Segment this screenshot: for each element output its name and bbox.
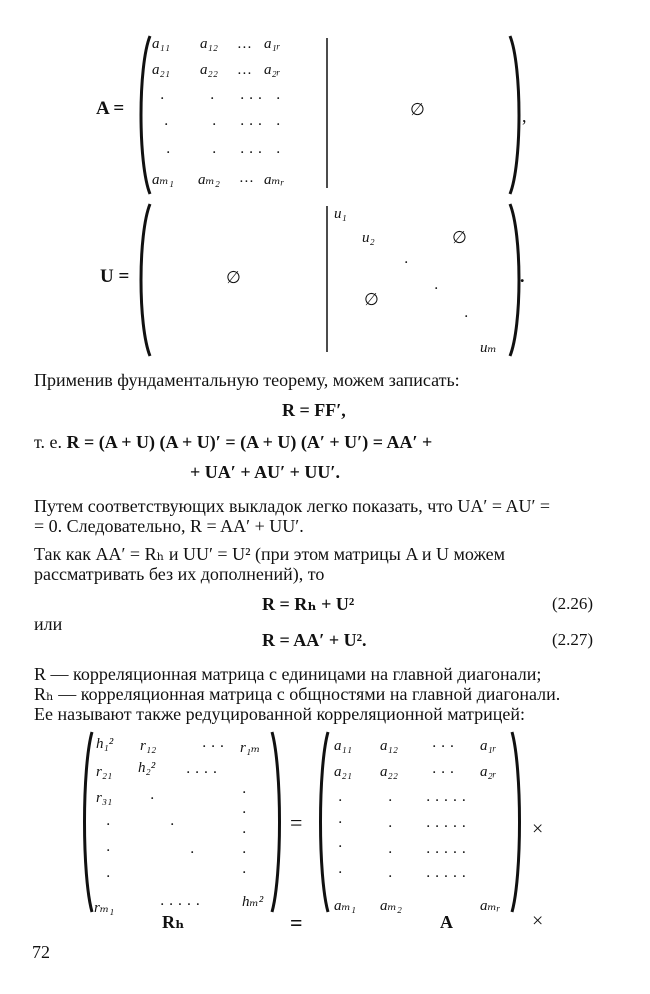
matrix-a-dot: · bbox=[166, 145, 171, 161]
matrix-rh-hm: hₘ² bbox=[242, 894, 264, 910]
matrix-a2-am2: aₘ₂ bbox=[380, 898, 402, 914]
matrix-rh-h1: h₁² bbox=[96, 736, 114, 752]
text-line-6: Так как AA′ = Rₕ и UU′ = U² (при этом матрицы A и U можем bbox=[34, 544, 506, 564]
text-line-2-equation: R = (A + U) (A + U)′ = (A + U) (A′ + U′) = AA′ + bbox=[66, 432, 433, 452]
matrix-u-u1: u₁ bbox=[334, 206, 347, 222]
matrix-rh-name: Rₕ bbox=[162, 912, 185, 932]
matrix-u-empty-block-left: ∅ bbox=[226, 268, 241, 288]
equation-2-27-number: (2.27) bbox=[552, 630, 594, 649]
matrix-rh-r21: r₂₁ bbox=[96, 764, 113, 780]
matrix-a-ellipsis-1: … bbox=[238, 36, 252, 52]
matrix-u-u2: u₂ bbox=[362, 230, 375, 246]
matrix-a2-dot: · bbox=[388, 819, 393, 835]
matrix-a-dot: · bbox=[276, 145, 281, 161]
text-line-7: рассматривать без их дополнений), то bbox=[34, 564, 325, 584]
matrix-rh-h2: h₂² bbox=[138, 760, 156, 776]
times-sign-1: × bbox=[532, 818, 544, 840]
matrix-u-divider bbox=[326, 206, 330, 352]
matrix-a-label: A = bbox=[96, 98, 125, 119]
matrix-a-dot: · bbox=[212, 117, 217, 133]
matrix-a-dot: · · · bbox=[240, 91, 263, 107]
matrix-a2-dot: · bbox=[338, 865, 343, 881]
equation-2-26: R = Rₕ + U² bbox=[262, 594, 355, 614]
matrix-a-cell-amr: aₘᵣ bbox=[264, 172, 285, 188]
text-line-5: = 0. Следовательно, R = AA′ + UU′. bbox=[34, 516, 304, 536]
matrix-u-empty-block-top: ∅ bbox=[452, 228, 467, 248]
matrix-a2-a21: a₂₁ bbox=[334, 764, 352, 780]
matrix-rh-dot: · bbox=[242, 825, 247, 841]
matrix-a-dot: · bbox=[160, 91, 165, 107]
matrix-a-dot: · bbox=[164, 117, 169, 133]
matrix-a2-left-paren bbox=[316, 732, 332, 912]
matrix-rh-dot: · bbox=[242, 865, 247, 881]
text-line-2 bbox=[34, 432, 432, 453]
matrix-a2-name: A bbox=[440, 912, 453, 932]
matrix-a-cell-a21: a₂₁ bbox=[152, 62, 170, 78]
matrix-a2-dot: · · · bbox=[432, 765, 455, 781]
matrix-rh-dot: · bbox=[150, 791, 155, 807]
equation-2-27: R = AA′ + U². bbox=[262, 630, 367, 650]
text-line-4: Путем соответствующих выкладок легко показать, что UA′ = AU′ = bbox=[34, 496, 551, 516]
matrix-rh-r12: r₁₂ bbox=[140, 738, 157, 754]
matrix-a-dot: · bbox=[210, 91, 215, 107]
equation-r-ff: R = FF′, bbox=[282, 400, 346, 420]
matrix-a-dot: · · · bbox=[240, 145, 263, 161]
matrix-rh-left-paren bbox=[80, 732, 96, 912]
matrix-rh-dot: · bbox=[190, 845, 195, 861]
equals-sign-2: = bbox=[290, 910, 303, 935]
matrix-a2-dot: · bbox=[338, 815, 343, 831]
matrix-a-ellipsis-2: … bbox=[238, 62, 252, 78]
matrix-a-cell-am1: aₘ₁ bbox=[152, 172, 174, 188]
matrix-a2-dot: · bbox=[388, 793, 393, 809]
matrix-rh-dot: · bbox=[242, 845, 247, 861]
matrix-a2-dot: · bbox=[338, 793, 343, 809]
matrix-rh-r31: r₃₁ bbox=[96, 790, 113, 806]
text-ili: или bbox=[34, 614, 63, 634]
matrix-u-left-paren bbox=[134, 204, 154, 356]
matrix-rh-right-paren bbox=[268, 732, 284, 912]
matrix-a2-a11: a₁₁ bbox=[334, 738, 352, 754]
text-line-1: Применив фундаментальную теорему, можем записать: bbox=[34, 370, 460, 390]
matrix-rh-dot: · bbox=[106, 817, 111, 833]
matrix-rh-dot: · bbox=[170, 817, 175, 833]
text-line-9: Rₕ — корреляционная матрица с общностями на главной диагонали. bbox=[34, 684, 561, 704]
matrix-u-dot: · bbox=[404, 255, 409, 271]
matrix-rh-dot: · bbox=[106, 843, 111, 859]
matrix-rh-dot: · · · · · bbox=[160, 897, 201, 913]
text-line-3-equation: + UA′ + AU′ + UU′. bbox=[190, 462, 340, 482]
page-number: 72 bbox=[32, 942, 50, 962]
matrix-rh-rm1: rₘ₁ bbox=[94, 900, 115, 916]
matrix-u-um: uₘ bbox=[480, 340, 497, 356]
matrix-a2-a22: a₂₂ bbox=[380, 764, 398, 780]
matrix-u-label: U = bbox=[100, 266, 130, 287]
matrix-a-dot: · bbox=[276, 117, 281, 133]
equation-2-26-number: (2.26) bbox=[552, 594, 594, 613]
matrix-a-dot: · bbox=[276, 91, 281, 107]
matrix-a-cell-a22: a₂₂ bbox=[200, 62, 218, 78]
matrix-a-cell-a12: a₁₂ bbox=[200, 36, 218, 52]
matrix-a2-a12: a₁₂ bbox=[380, 738, 398, 754]
matrix-a2-amr: aₘᵣ bbox=[480, 898, 501, 914]
matrix-rh-dot: · · · bbox=[202, 739, 225, 755]
matrix-a2-dot: · bbox=[388, 869, 393, 885]
matrix-a2-dot: · · · · · bbox=[426, 845, 467, 861]
matrix-rh-dot: · · · · bbox=[186, 765, 218, 781]
matrix-a-cell-a2r: a₂ᵣ bbox=[264, 62, 281, 78]
matrix-a2-a2r: a₂ᵣ bbox=[480, 764, 497, 780]
matrix-a2-dot: · · · bbox=[432, 739, 455, 755]
matrix-a2-dot: · · · · · bbox=[426, 793, 467, 809]
matrix-a-trailing-comma: , bbox=[522, 106, 527, 126]
text-line-2-prefix: т. е. bbox=[34, 432, 63, 452]
matrix-rh-dot: · bbox=[242, 805, 247, 821]
matrix-a-cell-am2: aₘ₂ bbox=[198, 172, 220, 188]
matrix-rh-dot: · bbox=[242, 785, 247, 801]
matrix-a-cell-a1r: a₁ᵣ bbox=[264, 36, 281, 52]
text-line-10: Ее называют также редуцированной корреляционной матрицей: bbox=[34, 704, 525, 724]
matrix-a-divider bbox=[326, 38, 330, 188]
matrix-a2-dot: · · · · · bbox=[426, 819, 467, 835]
matrix-a2-dot: · · · · · bbox=[426, 869, 467, 885]
matrix-a-cell-a11: a₁₁ bbox=[152, 36, 170, 52]
matrix-a2-dot: · bbox=[388, 845, 393, 861]
matrix-a2-right-paren bbox=[508, 732, 524, 912]
matrix-a2-a1r: a₁ᵣ bbox=[480, 738, 497, 754]
matrix-a-dot: · bbox=[212, 145, 217, 161]
matrix-a-empty-block: ∅ bbox=[410, 100, 425, 120]
matrix-a2-dot: · bbox=[338, 839, 343, 855]
matrix-a2-am1: aₘ₁ bbox=[334, 898, 356, 914]
matrix-rh-dot: · bbox=[106, 869, 111, 885]
matrix-u-dot: · bbox=[464, 309, 469, 325]
matrix-rh-r1m: r₁ₘ bbox=[240, 740, 261, 756]
matrix-a-left-paren bbox=[134, 36, 154, 194]
matrix-a-ellipsis-m: … bbox=[240, 170, 254, 186]
matrix-u-empty-block-bottom: ∅ bbox=[364, 290, 379, 310]
matrix-u-dot: · bbox=[434, 281, 439, 297]
times-sign-2: × bbox=[532, 910, 544, 932]
equals-sign-1: = bbox=[290, 810, 303, 835]
text-line-8: R — корреляционная матрица с единицами на главной диагонали; bbox=[34, 664, 542, 684]
matrix-a-dot: · · · bbox=[240, 117, 263, 133]
matrix-u-trailing-period: . bbox=[520, 266, 525, 286]
